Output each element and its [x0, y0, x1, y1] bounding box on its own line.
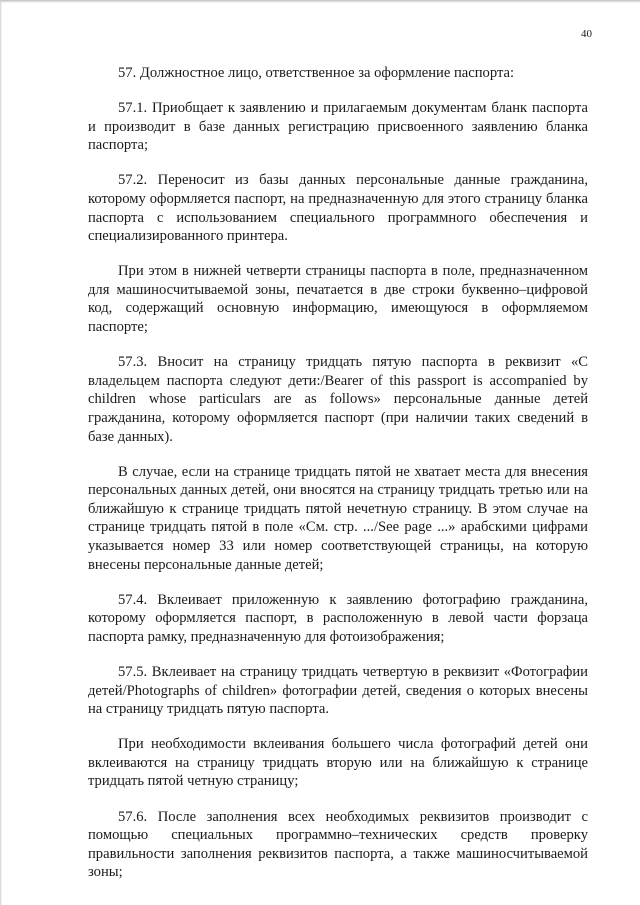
paragraph-57-3: 57.3. Вносит на страницу тридцать пятую паспорта в реквизит «С владельцем паспорта следуют дети:/Bearer of this passport is accompanied by children whose particulars are as follows» персональные данные детей гражданина, которому оформляется паспорт (при наличии таких сведений в базе данных). [88, 354, 588, 445]
scan-top-edge [0, 0, 640, 3]
page-number: 40 [581, 28, 592, 40]
scan-left-edge [0, 0, 2, 905]
paragraph-57-5-extra-photos: При необходимости вклеивания большего числа фотографий детей они вклеиваются на страницу тридцать вторую или на ближайшую к странице тридцать пятой четную страницу; [88, 736, 588, 790]
paragraph-57-3-overflow: В случае, если на странице тридцать пятой не хватает места для внесения персональных данных детей, они вносятся на страницу тридцать третью или на ближайшую к странице тридцать пятой нечетную страницу. В этом случае на странице тридцать пятой в поле «См. стр. .../See page ...» арабскими цифрами указывается номер 33 или номер соответствующей страницы, на которую внесены персональные данные детей; [88, 463, 588, 573]
paragraph-57-2: 57.2. Переносит из базы данных персональные данные гражданина, которому оформляется паспорт, на предназначенную для этого страницу бланка паспорта с использованием специального программного обеспечения и специализированного принтера. [88, 172, 588, 245]
paragraph-57-5: 57.5. Вклеивает на страницу тридцать четвертую в реквизит «Фотографии детей/Photographs of children» фотографии детей, сведения о которых внесены на страницу тридцать пятую паспорта. [88, 663, 588, 718]
paragraph-57: 57. Должностное лицо, ответственное за оформление паспорта: [118, 65, 515, 81]
paragraph-57-2-mrz: При этом в нижней четверти страницы паспорта в поле, предназначенном для машиносчитываемой зоны, печатается в две строки буквенно–цифровой код, содержащий основную информацию, имеющуюся в оформляемом паспорте; [88, 263, 588, 336]
document-body [88, 64, 588, 898]
paragraph-57-4: 57.4. Вклеивает приложенную к заявлению фотографию гражданина, которому оформляется паспорт, в расположенную в левой части форзаца паспорта рамку, предназначенную для фотоизображения; [88, 591, 588, 645]
paragraph-57-6: 57.6. После заполнения всех необходимых реквизитов производит с помощью специальных программно–технических средств проверку правильности заполнения реквизитов паспорта, а также машиносчитываемой зоны; [88, 808, 588, 881]
paragraph-57-1: 57.1. Приобщает к заявлению и прилагаемым документам бланк паспорта и производит в базе данных регистрацию присвоенного заявлению бланка паспорта; [88, 100, 588, 154]
